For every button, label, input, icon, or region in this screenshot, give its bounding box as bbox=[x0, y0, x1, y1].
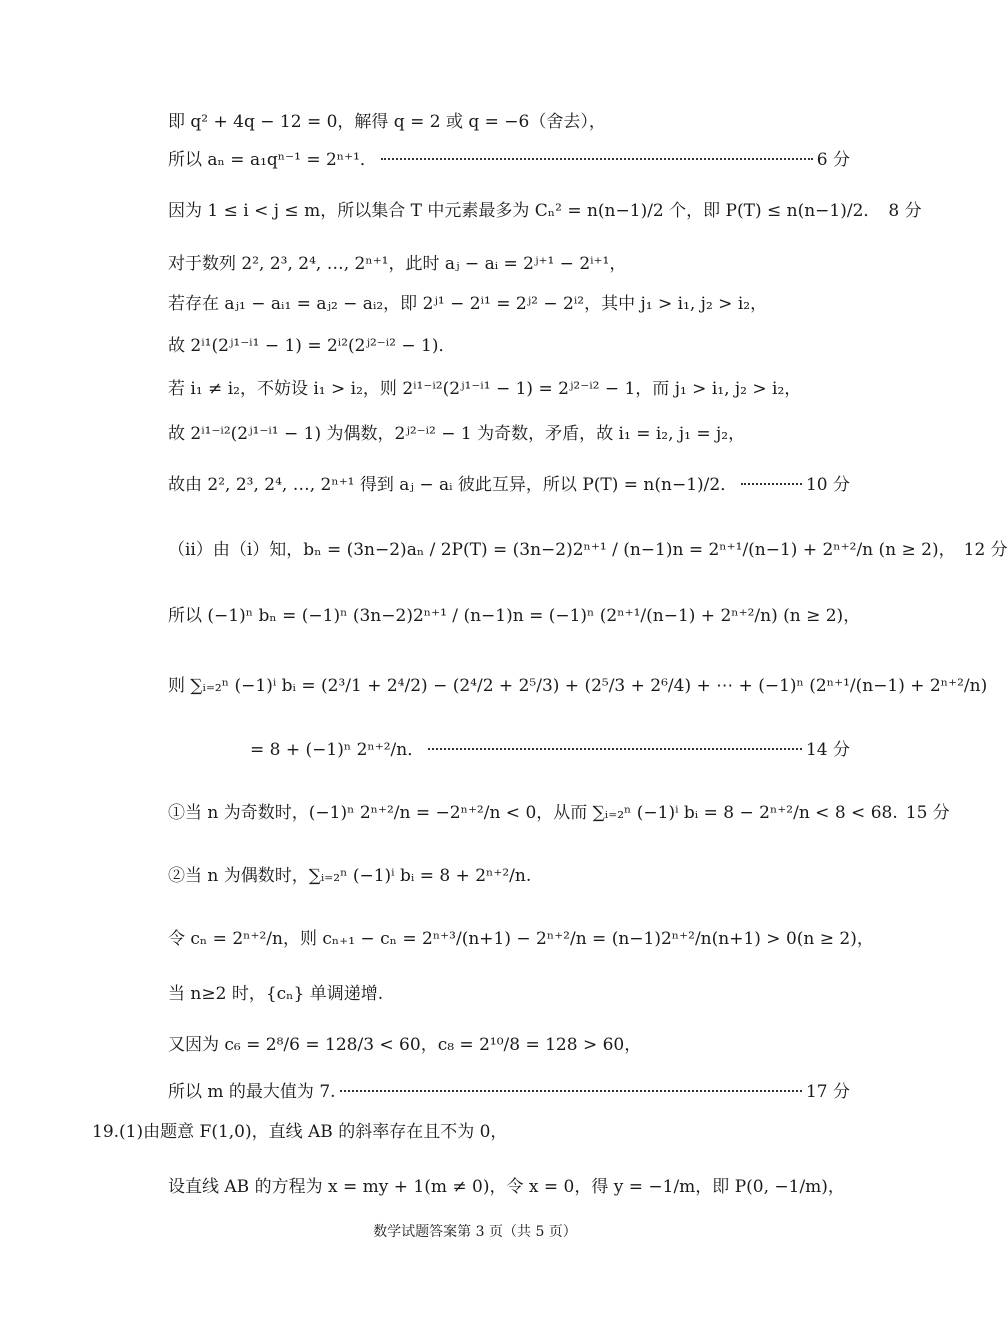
solution-line-7: 若 i₁ ≠ i₂，不妨设 i₁ > i₂，则 2ⁱ¹⁻ⁱ²(2ʲ¹⁻ⁱ¹ − 1) = 2ʲ²⁻ⁱ² − 1，而 j₁ > i₁, j₂ > i₂， bbox=[168, 379, 802, 399]
dot-leader bbox=[381, 157, 813, 160]
solution-line-8: 故 2ⁱ¹⁻ⁱ²(2ʲ¹⁻ⁱ¹ − 1) 为偶数，2ʲ²⁻ⁱ² − 1 为奇数，矛盾，故 i₁ = i₂, j₁ = j₂， bbox=[168, 424, 746, 444]
solution-line-1: 即 q² + 4q − 12 = 0，解得 q = 2 或 q = −6（舍去）， bbox=[168, 112, 606, 132]
solution-line-16: 令 cₙ = 2ⁿ⁺²/n，则 cₙ₊₁ − cₙ = 2ⁿ⁺³/(n+1) − 2ⁿ⁺²/n = (n−1)2ⁿ⁺²/n(n+1) > 0(n ≥ 2)， bbox=[168, 929, 874, 949]
solution-line-18: 又因为 c₆ = 2⁸/6 = 128/3 < 60，c₈ = 2¹⁰/8 = 128 > 60， bbox=[168, 1035, 642, 1055]
solution-line-6: 故 2ⁱ¹(2ʲ¹⁻ⁱ¹ − 1) = 2ⁱ²(2ʲ²⁻ⁱ² − 1)． bbox=[168, 336, 456, 356]
solution-line-21: 设直线 AB 的方程为 x = my + 1(m ≠ 0)，令 x = 0，得 y = −1/m，即 P(0, −1/m)， bbox=[168, 1177, 845, 1197]
solution-line-19: 所以 m 的最大值为 7. 17 分 bbox=[168, 1082, 850, 1102]
solution-line-2: 所以 aₙ = a₁qⁿ⁻¹ = 2ⁿ⁺¹． 6 分 bbox=[168, 150, 850, 170]
score-label: 12 分 bbox=[963, 540, 1008, 560]
solution-line-14: ①当 n 为奇数时，(−1)ⁿ 2ⁿ⁺²/n = −2ⁿ⁺²/n < 0，从而 ∑ᵢ₌₂ⁿ (−1)ⁱ bᵢ = 8 − 2ⁿ⁺²/n < 8 < 68. 15 分 bbox=[168, 803, 950, 823]
dot-leader bbox=[741, 482, 802, 485]
dot-leader bbox=[428, 747, 802, 750]
solution-line-11: 所以 (−1)ⁿ bₙ = (−1)ⁿ (3n−2)2ⁿ⁺¹ / (n−1)n = (−1)ⁿ (2ⁿ⁺¹/(n−1) + 2ⁿ⁺²/n) (n ≥ 2)， bbox=[168, 606, 861, 626]
score-label: 15 分 bbox=[905, 803, 950, 823]
solution-line-13: = 8 + (−1)ⁿ 2ⁿ⁺²/n． 14 分 bbox=[250, 740, 850, 760]
score-label: 14 分 bbox=[805, 740, 850, 760]
solution-line-15: ②当 n 为偶数时，∑ᵢ₌₂ⁿ (−1)ⁱ bᵢ = 8 + 2ⁿ⁺²/n. bbox=[168, 866, 532, 886]
solution-line-12: 则 ∑ᵢ₌₂ⁿ (−1)ⁱ bᵢ = (2³/1 + 2⁴/2) − (2⁴/2 + 2⁵/3) + (2⁵/3 + 2⁶/4) + ⋯ + (−1)ⁿ (2ⁿ⁺¹/(n−1) + 2ⁿ⁺²/n) bbox=[168, 676, 988, 696]
dot-leader bbox=[340, 1089, 802, 1092]
score-label: 6 分 bbox=[816, 150, 850, 170]
problem-19-heading: 19.(1)由题意 F(1,0)，直线 AB 的斜率存在且不为 0， bbox=[92, 1122, 508, 1142]
solution-line-10: （ii）由（i）知，bₙ = (3n−2)aₙ / 2P(T) = (3n−2)2ⁿ⁺¹ / (n−1)n = 2ⁿ⁺¹/(n−1) + 2ⁿ⁺²/n (n ≥ 2)， 12 分 bbox=[168, 540, 1008, 560]
solution-line-9: 故由 2², 2³, 2⁴, …, 2ⁿ⁺¹ 得到 aⱼ − aᵢ 彼此互异，所以 P(T) = n(n−1)/2． 10 分 bbox=[168, 475, 850, 495]
score-label: 17 分 bbox=[805, 1082, 850, 1102]
page-footer: 数学试题答案第 3 页（共 5 页） bbox=[373, 1224, 577, 1240]
solution-line-3: 因为 1 ≤ i < j ≤ m，所以集合 T 中元素最多为 Cₙ² = n(n−1)/2 个，即 P(T) ≤ n(n−1)/2． 8 分 bbox=[168, 201, 922, 221]
solution-line-17: 当 n≥2 时，{cₙ} 单调递增. bbox=[168, 984, 384, 1004]
score-label: 8 分 bbox=[888, 201, 922, 221]
score-label: 10 分 bbox=[805, 475, 850, 495]
solution-line-4: 对于数列 2², 2³, 2⁴, …, 2ⁿ⁺¹，此时 aⱼ − aᵢ = 2ʲ⁺¹ − 2ⁱ⁺¹， bbox=[168, 254, 627, 274]
solution-line-5: 若存在 aⱼ₁ − aᵢ₁ = aⱼ₂ − aᵢ₂，即 2ʲ¹ − 2ⁱ¹ = 2ʲ² − 2ⁱ²，其中 j₁ > i₁, j₂ > i₂， bbox=[168, 294, 768, 314]
